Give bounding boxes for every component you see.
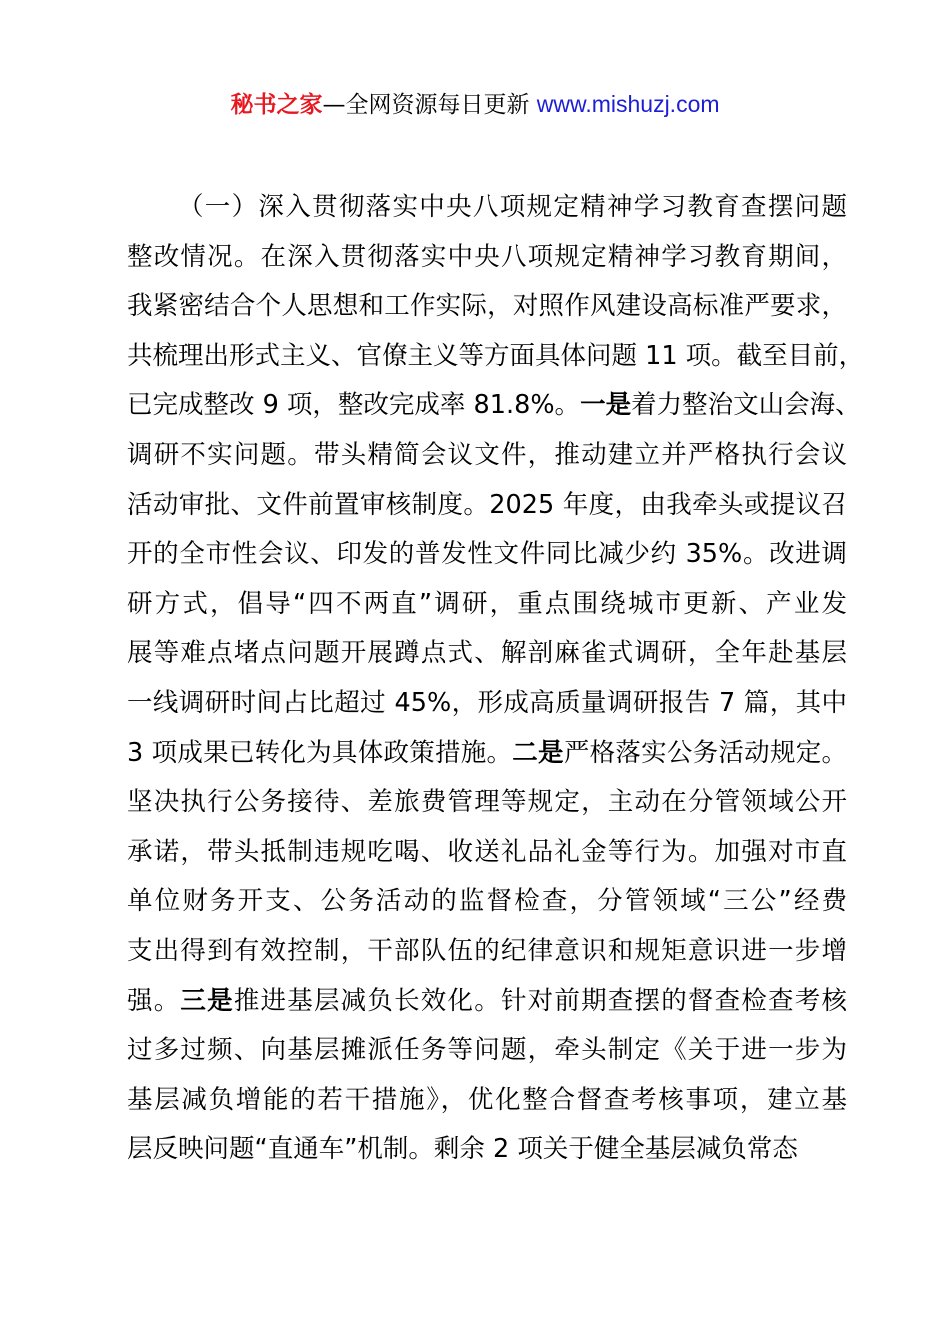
- text-segment: 活动审批、文件前置审核制度。2025 年度，由我牵头或提议召: [127, 489, 847, 520]
- text-line: [127, 580, 847, 630]
- text-line: [127, 877, 847, 927]
- site-header: [0, 86, 950, 123]
- text-segment: 我紧密结合个人思想和工作实际，对照作风建设高标准严要求，: [127, 291, 847, 322]
- text-line: [127, 332, 865, 382]
- text-segment: 整改情况。在深入贯彻落实中央八项规定精神学习教育期间，: [127, 241, 847, 272]
- text-segment: 着力整治文山会海、: [631, 390, 861, 421]
- text-segment: 层反映问题“直通车”机制。剩余 2 项关于健全基层减负常态: [127, 1134, 798, 1165]
- site-tagline: —全网资源每日更新: [322, 92, 537, 118]
- text-segment: 推进基层减负长效化。针对前期查摆的督查检查考核: [233, 985, 847, 1016]
- text-segment: 3 项成果已转化为具体政策措施。: [127, 737, 513, 768]
- text-line: [127, 1026, 847, 1076]
- text-line: [127, 977, 847, 1027]
- text-line: [127, 778, 847, 828]
- text-line: [127, 431, 847, 481]
- text-segment: 支出得到有效控制，干部队伍的纪律意识和规矩意识进一步增: [127, 935, 847, 966]
- text-line: [127, 282, 847, 332]
- text-segment: 调研不实问题。带头精简会议文件，推动建立并严格执行会议: [127, 439, 847, 470]
- bold-marker: 一是: [580, 390, 632, 421]
- text-segment: 基层减负增能的若干措施》，优化整合督查考核事项，建立基: [127, 1084, 847, 1115]
- bold-marker: 二是: [512, 737, 564, 768]
- site-brand: 秘书之家: [230, 92, 323, 118]
- text-segment: 开的全市性会议、印发的普发性文件同比减少约 35%。改进调: [127, 539, 847, 570]
- text-segment: 承诺，带头抵制违规吃喝、收送礼品礼金等行为。加强对市直: [127, 836, 847, 867]
- text-line: [127, 1076, 847, 1126]
- text-segment: 严格落实公务活动规定。: [563, 737, 847, 768]
- text-segment: 过多过频、向基层摊派任务等问题，牵头制定《关于进一步为: [127, 1035, 847, 1066]
- text-line: [127, 1125, 847, 1175]
- bold-marker: 三是: [180, 985, 234, 1016]
- text-segment: 展等难点堵点问题开展蹲点式、解剖麻雀式调研，全年赴基层: [127, 638, 847, 669]
- text-line: [127, 530, 847, 580]
- text-line: [127, 183, 847, 233]
- text-segment: 单位财务开支、公务活动的监督检查，分管领域“三公”经费: [127, 886, 847, 917]
- text-segment: 一线调研时间占比超过 45%，形成高质量调研报告 7 篇，其中: [127, 687, 847, 718]
- text-segment: 坚决执行公务接待、差旅费管理等规定，主动在分管领域公开: [127, 787, 847, 818]
- text-line: [127, 233, 847, 283]
- text-segment: （一）深入贯彻落实中央八项规定精神学习教育查摆问题: [178, 192, 847, 222]
- text-line: [127, 927, 847, 977]
- text-segment: 已完成整改 9 项，整改完成率 81.8%。: [127, 390, 581, 421]
- text-line: [127, 481, 847, 531]
- text-segment: 共梳理出形式主义、官僚主义等方面具体问题 11 项。截至目前，: [127, 340, 865, 371]
- text-segment: 强。: [127, 985, 181, 1016]
- document-body: [127, 183, 865, 1175]
- site-url-link[interactable]: www.mishuzj.com: [536, 91, 720, 117]
- text-line: [127, 381, 861, 431]
- text-line: [127, 729, 847, 779]
- text-line: [127, 828, 847, 878]
- text-line: [127, 679, 847, 729]
- text-segment: 研方式，倡导“四不两直”调研，重点围绕城市更新、产业发: [127, 588, 847, 619]
- text-line: [127, 629, 847, 679]
